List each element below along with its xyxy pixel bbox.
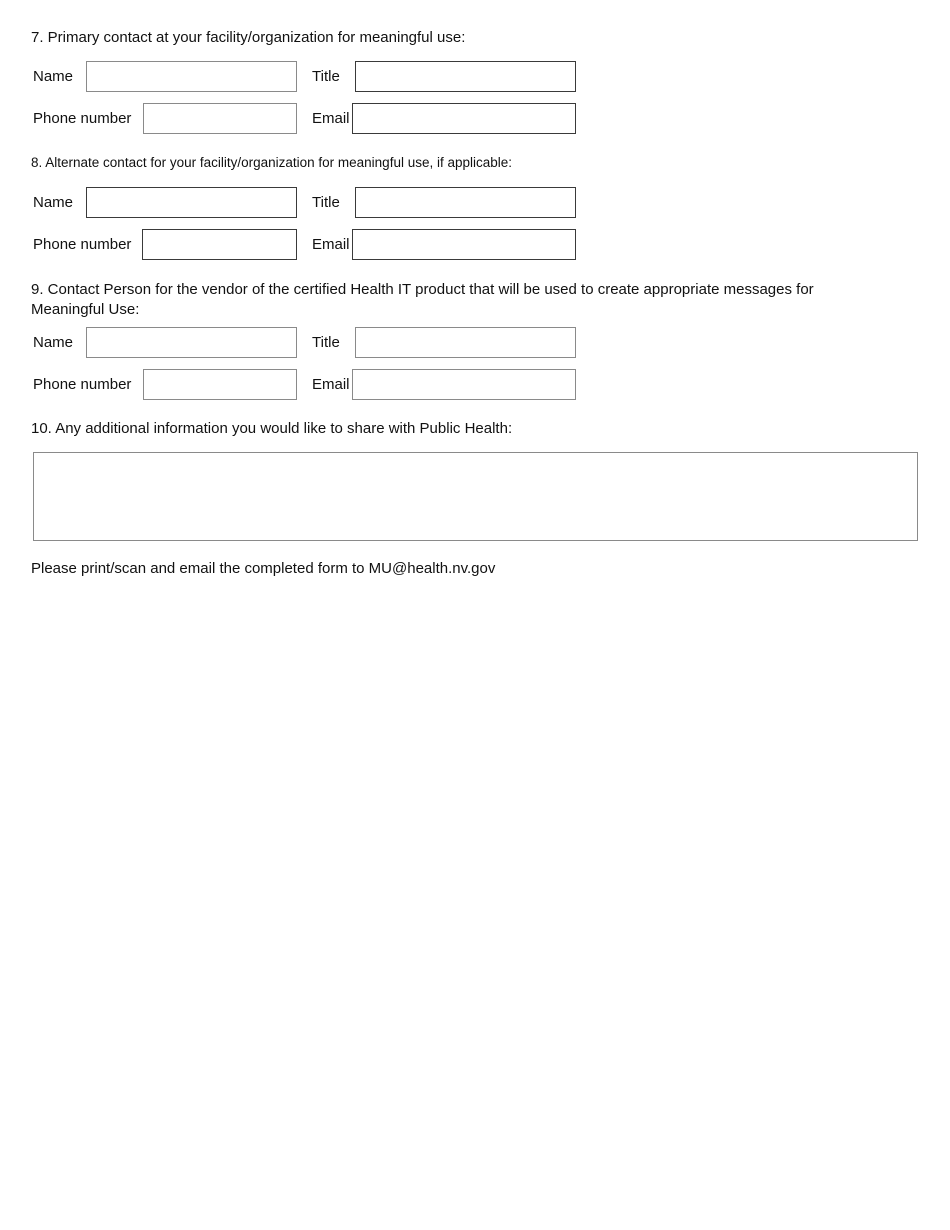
vendor-contact-heading: 9. Contact Person for the vendor of the certified Health IT product that will be used to create appropriate messages for Meaningful Use: xyxy=(31,281,814,318)
vendor-phone-input[interactable] xyxy=(143,369,297,400)
primary-title-label: Title xyxy=(312,68,340,85)
vendor-email-input[interactable] xyxy=(352,369,576,400)
primary-email-label: Email xyxy=(312,110,350,127)
alternate-title-input[interactable] xyxy=(355,187,576,218)
alternate-contact-heading: 8. Alternate contact for your facility/organization for meaningful use, if applicable: xyxy=(31,155,513,170)
primary-contact-heading: 7. Primary contact at your facility/organization for meaningful use: xyxy=(31,29,466,46)
alternate-email-label: Email xyxy=(312,236,350,253)
alternate-name-input[interactable] xyxy=(86,187,297,218)
vendor-phone-label: Phone number xyxy=(33,376,132,393)
vendor-title-label: Title xyxy=(312,334,340,351)
vendor-name-input[interactable] xyxy=(86,327,297,358)
alternate-title-label: Title xyxy=(312,194,340,211)
alternate-name-label: Name xyxy=(33,194,74,211)
primary-phone-label: Phone number xyxy=(33,110,132,127)
vendor-title-input[interactable] xyxy=(355,327,576,358)
primary-email-input[interactable] xyxy=(352,103,576,134)
primary-title-input[interactable] xyxy=(355,61,576,92)
alternate-phone-label: Phone number xyxy=(33,236,132,253)
alternate-email-input[interactable] xyxy=(352,229,576,260)
additional-info-heading: 10. Any additional information you would like to share with Public Health: xyxy=(31,420,513,437)
alternate-phone-input[interactable] xyxy=(142,229,297,260)
additional-info-textarea[interactable] xyxy=(33,452,918,541)
primary-phone-input[interactable] xyxy=(143,103,297,134)
vendor-email-label: Email xyxy=(312,376,350,393)
vendor-name-label: Name xyxy=(33,334,74,351)
primary-name-label: Name xyxy=(33,68,74,85)
primary-name-input[interactable] xyxy=(86,61,297,92)
submission-instruction: Please print/scan and email the completed form to MU@health.nv.gov xyxy=(31,560,496,577)
